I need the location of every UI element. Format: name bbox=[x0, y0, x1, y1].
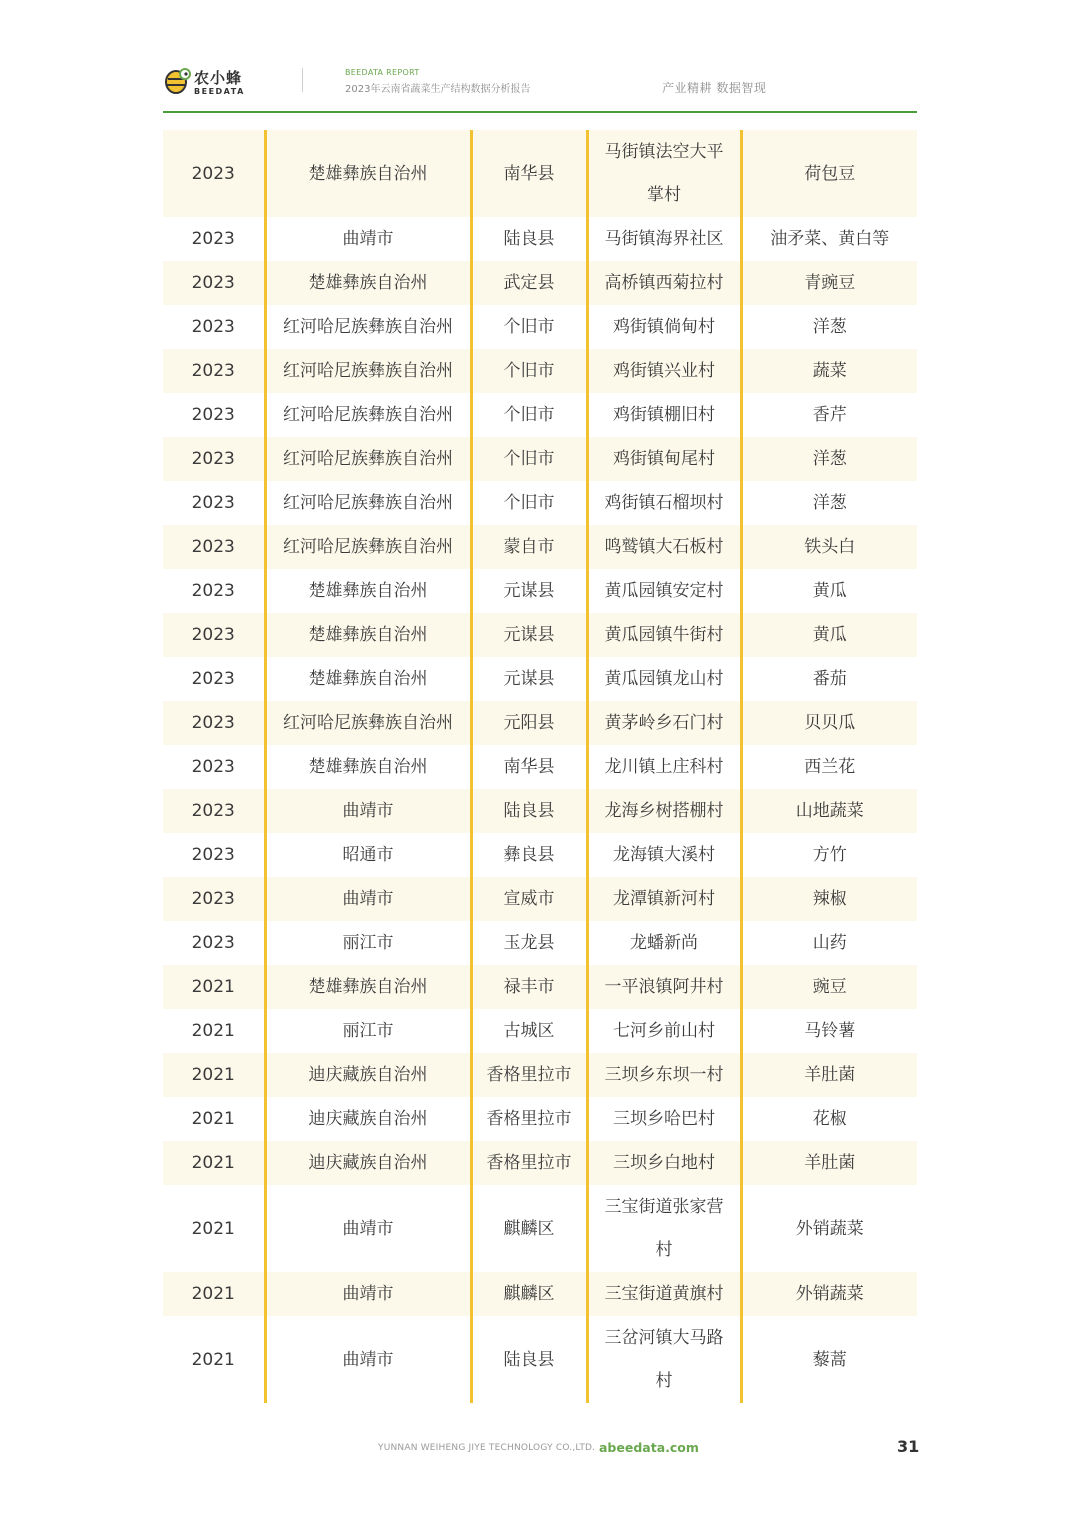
year-cell: 2021 bbox=[191, 1021, 235, 1041]
village-cell: 马街镇海界社区 bbox=[587, 217, 741, 261]
county-cell: 香格里拉市 bbox=[471, 1141, 587, 1185]
prefecture-cell: 曲靖市 bbox=[265, 1272, 471, 1316]
year-cell: 2023 bbox=[191, 845, 235, 865]
county-cell: 南华县 bbox=[471, 130, 587, 217]
table-row bbox=[163, 1272, 917, 1316]
year-cell: 2023 bbox=[191, 405, 235, 425]
prefecture-cell: 楚雄彝族自治州 bbox=[265, 130, 471, 217]
report-label: BEEDATA REPORT bbox=[345, 68, 420, 77]
village-cell: 三坝乡哈巴村 bbox=[587, 1097, 741, 1141]
county-cell: 个旧市 bbox=[471, 481, 587, 525]
prefecture-cell: 红河哈尼族彝族自治州 bbox=[265, 393, 471, 437]
crop-cell: 荷包豆 bbox=[741, 130, 917, 217]
prefecture-cell: 红河哈尼族彝族自治州 bbox=[265, 305, 471, 349]
year-cell: 2023 bbox=[163, 877, 265, 921]
prefecture-cell: 曲靖市 bbox=[265, 1316, 471, 1403]
crop-cell: 外销蔬菜 bbox=[741, 1185, 917, 1272]
prefecture-cell: 迪庆藏族自治州 bbox=[265, 1141, 471, 1185]
year-cell: 2023 bbox=[191, 933, 235, 953]
table-row bbox=[163, 1009, 917, 1053]
prefecture-cell: 红河哈尼族彝族自治州 bbox=[265, 525, 471, 569]
year-cell: 2021 bbox=[191, 1218, 235, 1239]
crop-cell: 洋葱 bbox=[741, 305, 917, 349]
crop-cell: 油矛菜、黄白等 bbox=[741, 217, 917, 261]
prefecture-cell: 楚雄彝族自治州 bbox=[265, 569, 471, 613]
crop-cell: 洋葱 bbox=[741, 437, 917, 481]
crop-cell: 铁头白 bbox=[741, 525, 917, 569]
county-cell: 个旧市 bbox=[471, 393, 587, 437]
header-slogan: 产业精耕 数据智现 bbox=[662, 81, 767, 95]
village-cell: 马街镇法空大平掌村 bbox=[587, 130, 741, 217]
header-rule bbox=[163, 111, 917, 113]
county-cell: 宣威市 bbox=[471, 877, 587, 921]
county-cell: 香格里拉市 bbox=[471, 1097, 587, 1141]
table-body bbox=[163, 130, 917, 1403]
village-cell: 三岔河镇大马路村 bbox=[587, 1316, 741, 1403]
prefecture-cell: 楚雄彝族自治州 bbox=[265, 965, 471, 1009]
year-cell: 2023 bbox=[163, 525, 265, 569]
vegetable-village-table bbox=[163, 130, 917, 1403]
county-cell: 个旧市 bbox=[471, 437, 587, 481]
village-cell: 鸡街镇石榴坝村 bbox=[587, 481, 741, 525]
table-row bbox=[163, 1053, 917, 1097]
village-cell: 龙川镇上庄科村 bbox=[587, 745, 741, 789]
logo-subtext: BEEDATA bbox=[194, 87, 245, 96]
table-row bbox=[163, 1185, 917, 1272]
crop-cell: 羊肚菌 bbox=[741, 1141, 917, 1185]
table-row bbox=[163, 481, 917, 525]
prefecture-cell: 楚雄彝族自治州 bbox=[265, 261, 471, 305]
village-cell: 黄瓜园镇安定村 bbox=[587, 569, 741, 613]
year-cell: 2023 bbox=[191, 669, 235, 689]
village-cell: 龙海乡树搭棚村 bbox=[587, 789, 741, 833]
village-cell: 鸡街镇兴业村 bbox=[587, 349, 741, 393]
village-cell: 黄茅岭乡石门村 bbox=[587, 701, 741, 745]
prefecture-cell: 曲靖市 bbox=[265, 789, 471, 833]
brand-logo bbox=[163, 64, 245, 100]
year-cell: 2021 bbox=[191, 1349, 235, 1370]
county-cell: 元谋县 bbox=[471, 657, 587, 701]
footer-website-link[interactable]: abeedata.com bbox=[599, 1440, 699, 1455]
table-row bbox=[163, 261, 917, 305]
table-row bbox=[163, 877, 917, 921]
county-cell: 蒙自市 bbox=[471, 525, 587, 569]
year-cell: 2021 bbox=[163, 1053, 265, 1097]
crop-cell: 黄瓜 bbox=[741, 569, 917, 613]
crop-cell: 豌豆 bbox=[741, 965, 917, 1009]
county-cell: 麒麟区 bbox=[471, 1272, 587, 1316]
crop-cell: 青豌豆 bbox=[741, 261, 917, 305]
year-cell: 2023 bbox=[163, 349, 265, 393]
crop-cell: 西兰花 bbox=[741, 745, 917, 789]
crop-cell: 方竹 bbox=[741, 833, 917, 877]
table-row bbox=[163, 525, 917, 569]
crop-cell: 羊肚菌 bbox=[741, 1053, 917, 1097]
page-number: 31 bbox=[897, 1437, 920, 1456]
year-cell: 2023 bbox=[163, 261, 265, 305]
crop-cell: 山地蔬菜 bbox=[741, 789, 917, 833]
village-cell: 龙蟠新尚 bbox=[587, 921, 741, 965]
prefecture-cell: 曲靖市 bbox=[265, 1185, 471, 1272]
year-cell: 2021 bbox=[191, 1109, 235, 1129]
crop-cell: 番茄 bbox=[741, 657, 917, 701]
table-row bbox=[163, 745, 917, 789]
table-row bbox=[163, 701, 917, 745]
village-cell: 三宝街道张家营村 bbox=[587, 1185, 741, 1272]
prefecture-cell: 丽江市 bbox=[265, 921, 471, 965]
county-cell: 陆良县 bbox=[471, 217, 587, 261]
county-cell: 禄丰市 bbox=[471, 965, 587, 1009]
prefecture-cell: 红河哈尼族彝族自治州 bbox=[265, 481, 471, 525]
crop-cell: 辣椒 bbox=[741, 877, 917, 921]
prefecture-cell: 曲靖市 bbox=[265, 877, 471, 921]
crop-cell: 藜蒿 bbox=[741, 1316, 917, 1403]
bee-logo-icon bbox=[163, 66, 193, 96]
table-row bbox=[163, 1097, 917, 1141]
crop-cell: 蔬菜 bbox=[741, 349, 917, 393]
village-cell: 三宝街道黄旗村 bbox=[587, 1272, 741, 1316]
prefecture-cell: 红河哈尼族彝族自治州 bbox=[265, 349, 471, 393]
crop-cell: 马铃薯 bbox=[741, 1009, 917, 1053]
year-cell: 2023 bbox=[191, 757, 235, 777]
prefecture-cell: 楚雄彝族自治州 bbox=[265, 613, 471, 657]
county-cell: 古城区 bbox=[471, 1009, 587, 1053]
county-cell: 元谋县 bbox=[471, 613, 587, 657]
table-row bbox=[163, 965, 917, 1009]
table-row bbox=[163, 305, 917, 349]
table-row bbox=[163, 437, 917, 481]
year-cell: 2023 bbox=[163, 437, 265, 481]
county-cell: 陆良县 bbox=[471, 1316, 587, 1403]
table-row bbox=[163, 921, 917, 965]
year-cell: 2023 bbox=[191, 493, 235, 513]
year-cell: 2023 bbox=[191, 317, 235, 337]
county-cell: 麒麟区 bbox=[471, 1185, 587, 1272]
table-row bbox=[163, 833, 917, 877]
county-cell: 武定县 bbox=[471, 261, 587, 305]
prefecture-cell: 迪庆藏族自治州 bbox=[265, 1097, 471, 1141]
footer-company: YUNNAN WEIHENG JIYE TECHNOLOGY CO.,LTD. bbox=[378, 1443, 596, 1453]
year-cell: 2021 bbox=[163, 1141, 265, 1185]
village-cell: 三坝乡东坝一村 bbox=[587, 1053, 741, 1097]
village-cell: 高桥镇西菊拉村 bbox=[587, 261, 741, 305]
header-divider bbox=[302, 68, 303, 92]
village-cell: 黄瓜园镇牛街村 bbox=[587, 613, 741, 657]
village-cell: 黄瓜园镇龙山村 bbox=[587, 657, 741, 701]
crop-cell: 贝贝瓜 bbox=[741, 701, 917, 745]
table-row bbox=[163, 657, 917, 701]
prefecture-cell: 昭通市 bbox=[265, 833, 471, 877]
county-cell: 元谋县 bbox=[471, 569, 587, 613]
county-cell: 元阳县 bbox=[471, 701, 587, 745]
county-cell: 个旧市 bbox=[471, 349, 587, 393]
year-cell: 2021 bbox=[163, 1272, 265, 1316]
table-row bbox=[163, 613, 917, 657]
county-cell: 南华县 bbox=[471, 745, 587, 789]
year-cell: 2023 bbox=[191, 581, 235, 601]
logo-text: 农小蜂 bbox=[194, 69, 243, 87]
year-cell: 2023 bbox=[163, 130, 265, 217]
county-cell: 玉龙县 bbox=[471, 921, 587, 965]
prefecture-cell: 曲靖市 bbox=[265, 217, 471, 261]
prefecture-cell: 红河哈尼族彝族自治州 bbox=[265, 701, 471, 745]
year-cell: 2023 bbox=[163, 701, 265, 745]
crop-cell: 香芹 bbox=[741, 393, 917, 437]
crop-cell: 外销蔬菜 bbox=[741, 1272, 917, 1316]
county-cell: 香格里拉市 bbox=[471, 1053, 587, 1097]
table-row bbox=[163, 1141, 917, 1185]
table-row bbox=[163, 393, 917, 437]
table-row bbox=[163, 789, 917, 833]
prefecture-cell: 迪庆藏族自治州 bbox=[265, 1053, 471, 1097]
year-cell: 2023 bbox=[191, 229, 235, 249]
village-cell: 龙潭镇新河村 bbox=[587, 877, 741, 921]
table-row bbox=[163, 217, 917, 261]
village-cell: 鸡街镇棚旧村 bbox=[587, 393, 741, 437]
village-cell: 龙海镇大溪村 bbox=[587, 833, 741, 877]
table-row bbox=[163, 130, 917, 217]
county-cell: 彝良县 bbox=[471, 833, 587, 877]
crop-cell: 黄瓜 bbox=[741, 613, 917, 657]
crop-cell: 花椒 bbox=[741, 1097, 917, 1141]
village-cell: 鸡街镇倘甸村 bbox=[587, 305, 741, 349]
village-cell: 七河乡前山村 bbox=[587, 1009, 741, 1053]
prefecture-cell: 红河哈尼族彝族自治州 bbox=[265, 437, 471, 481]
year-cell: 2021 bbox=[163, 965, 265, 1009]
village-cell: 三坝乡白地村 bbox=[587, 1141, 741, 1185]
county-cell: 陆良县 bbox=[471, 789, 587, 833]
report-title: 2023年云南省蔬菜生产结构数据分析报告 bbox=[345, 84, 531, 95]
county-cell: 个旧市 bbox=[471, 305, 587, 349]
prefecture-cell: 楚雄彝族自治州 bbox=[265, 745, 471, 789]
prefecture-cell: 丽江市 bbox=[265, 1009, 471, 1053]
table-row bbox=[163, 1316, 917, 1403]
village-cell: 鸡街镇甸尾村 bbox=[587, 437, 741, 481]
year-cell: 2023 bbox=[163, 789, 265, 833]
prefecture-cell: 楚雄彝族自治州 bbox=[265, 657, 471, 701]
table-row bbox=[163, 569, 917, 613]
crop-cell: 洋葱 bbox=[741, 481, 917, 525]
table-row bbox=[163, 349, 917, 393]
crop-cell: 山药 bbox=[741, 921, 917, 965]
village-cell: 鸣鹫镇大石板村 bbox=[587, 525, 741, 569]
year-cell: 2023 bbox=[163, 613, 265, 657]
village-cell: 一平浪镇阿井村 bbox=[587, 965, 741, 1009]
